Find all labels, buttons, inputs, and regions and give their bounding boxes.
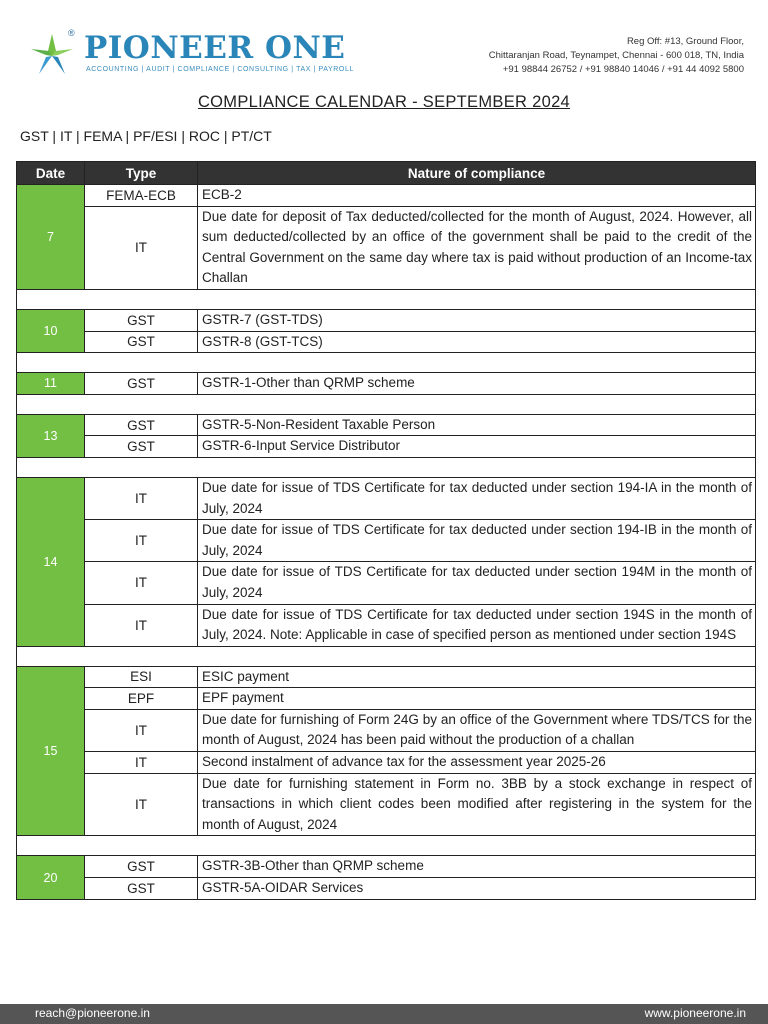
separator-cell	[17, 353, 756, 373]
date-cell: 7	[17, 185, 85, 290]
registered-mark: ®	[68, 28, 75, 38]
nature-cell: EPF payment	[198, 688, 756, 710]
table-row	[17, 752, 756, 774]
group-separator-row	[17, 394, 756, 414]
group-separator-row	[17, 836, 756, 856]
type-cell: FEMA-ECB	[85, 185, 198, 207]
page-title-text: COMPLIANCE CALENDAR - SEPTEMBER 2024	[197, 93, 571, 111]
nature-cell: Due date for deposit of Tax deducted/collected for the month of August, 2024. However, all sum deducted/collected by an office of the government shall be paid to the credit of the Central Government on the same day where tax is paid without production of an Income-tax Challan	[198, 206, 756, 289]
brand-name: PIONEER ONE	[84, 30, 346, 66]
table-row	[17, 414, 756, 436]
nature-cell: Second instalment of advance tax for the assessment year 2025-26	[198, 752, 756, 774]
nature-cell: GSTR-3B-Other than QRMP scheme	[198, 856, 756, 878]
nature-cell: Due date for issue of TDS Certificate for tax deducted under section 194-IA in the month of July, 2024	[198, 477, 756, 519]
type-cell: GST	[85, 856, 198, 878]
phone-line: +91 98844 26752 / +91 98840 14046 / +91 44 4092 5800	[502, 64, 744, 75]
table-body	[17, 185, 756, 900]
separator-cell	[17, 646, 756, 666]
type-cell: GST	[85, 878, 198, 900]
table-row	[17, 773, 756, 836]
compliance-table	[16, 161, 756, 900]
separator-cell	[17, 836, 756, 856]
type-cell: IT	[85, 709, 198, 751]
footer-email[interactable]: reach@pioneerone.in	[35, 1006, 150, 1020]
address-line: Chittaranjan Road, Teynampet, Chennai - 600 018, TN, India	[488, 50, 744, 61]
table-row	[17, 206, 756, 289]
table-row	[17, 666, 756, 688]
nature-cell: Due date for furnishing of Form 24G by an office of the Government where TDS/TCS for the month of August, 2024 has been paid without the production of a challan	[198, 709, 756, 751]
table-header-row	[17, 162, 756, 185]
column-header-nature: Nature of compliance	[198, 162, 756, 185]
table-row	[17, 562, 756, 604]
date-cell: 14	[17, 477, 85, 646]
group-separator-row	[17, 457, 756, 477]
table-row	[17, 688, 756, 710]
nature-cell: Due date for issue of TDS Certificate for tax deducted under section 194-IB in the month of July, 2024	[198, 520, 756, 562]
nature-cell: Due date for issue of TDS Certificate for tax deducted under section 194M in the month of July, 2024	[198, 562, 756, 604]
column-header-type: Type	[85, 162, 198, 185]
category-list: GST | IT | FEMA | PF/ESI | ROC | PT/CT	[20, 128, 272, 144]
date-cell: 15	[17, 666, 85, 836]
type-cell: IT	[85, 520, 198, 562]
type-cell: GST	[85, 436, 198, 458]
nature-cell: GSTR-8 (GST-TCS)	[198, 331, 756, 353]
page-footer	[0, 1004, 768, 1024]
nature-cell: Due date for furnishing statement in Form no. 3BB by a stock exchange in respect of transactions in which client codes been modified after registering in the system for the month of August, 2024	[198, 773, 756, 836]
date-cell: 10	[17, 309, 85, 352]
type-cell: GST	[85, 373, 198, 395]
nature-cell: ECB-2	[198, 185, 756, 207]
nature-cell: GSTR-5-Non-Resident Taxable Person	[198, 414, 756, 436]
type-cell: IT	[85, 206, 198, 289]
table-row	[17, 878, 756, 900]
page-header	[0, 0, 768, 90]
company-logo	[28, 28, 358, 78]
table-row	[17, 520, 756, 562]
page-title	[0, 93, 768, 112]
nature-cell: Due date for issue of TDS Certificate for tax deducted under section 194S in the month of July, 2024. Note: Applicable in case of specified person as mentioned under section 194S	[198, 604, 756, 646]
type-cell: IT	[85, 752, 198, 774]
type-cell: GST	[85, 309, 198, 331]
type-cell: ESI	[85, 666, 198, 688]
company-address	[489, 35, 744, 77]
type-cell: GST	[85, 414, 198, 436]
footer-website[interactable]: www.pioneerone.in	[644, 1006, 746, 1020]
nature-cell: GSTR-1-Other than QRMP scheme	[198, 373, 756, 395]
nature-cell: GSTR-6-Input Service Distributor	[198, 436, 756, 458]
table-row	[17, 709, 756, 751]
type-cell: GST	[85, 331, 198, 353]
nature-cell: GSTR-7 (GST-TDS)	[198, 309, 756, 331]
address-line: Reg Off: #13, Ground Floor,	[626, 36, 744, 47]
group-separator-row	[17, 289, 756, 309]
table-row	[17, 477, 756, 519]
brand-tagline: ACCOUNTING | AUDIT | COMPLIANCE | CONSULTING | TAX | PAYROLL	[86, 66, 354, 73]
date-cell: 20	[17, 856, 85, 899]
type-cell: IT	[85, 773, 198, 836]
group-separator-row	[17, 646, 756, 666]
separator-cell	[17, 289, 756, 309]
date-cell: 11	[17, 373, 85, 395]
column-header-date: Date	[17, 162, 85, 185]
nature-cell: GSTR-5A-OIDAR Services	[198, 878, 756, 900]
table-row	[17, 604, 756, 646]
date-cell: 13	[17, 414, 85, 457]
table-row	[17, 373, 756, 395]
type-cell: IT	[85, 604, 198, 646]
type-cell: IT	[85, 477, 198, 519]
star-burst-icon	[28, 32, 78, 78]
table-row	[17, 185, 756, 207]
table-row	[17, 309, 756, 331]
type-cell: EPF	[85, 688, 198, 710]
table-row	[17, 436, 756, 458]
type-cell: IT	[85, 562, 198, 604]
group-separator-row	[17, 353, 756, 373]
table-row	[17, 331, 756, 353]
separator-cell	[17, 394, 756, 414]
separator-cell	[17, 457, 756, 477]
table-row	[17, 856, 756, 878]
nature-cell: ESIC payment	[198, 666, 756, 688]
